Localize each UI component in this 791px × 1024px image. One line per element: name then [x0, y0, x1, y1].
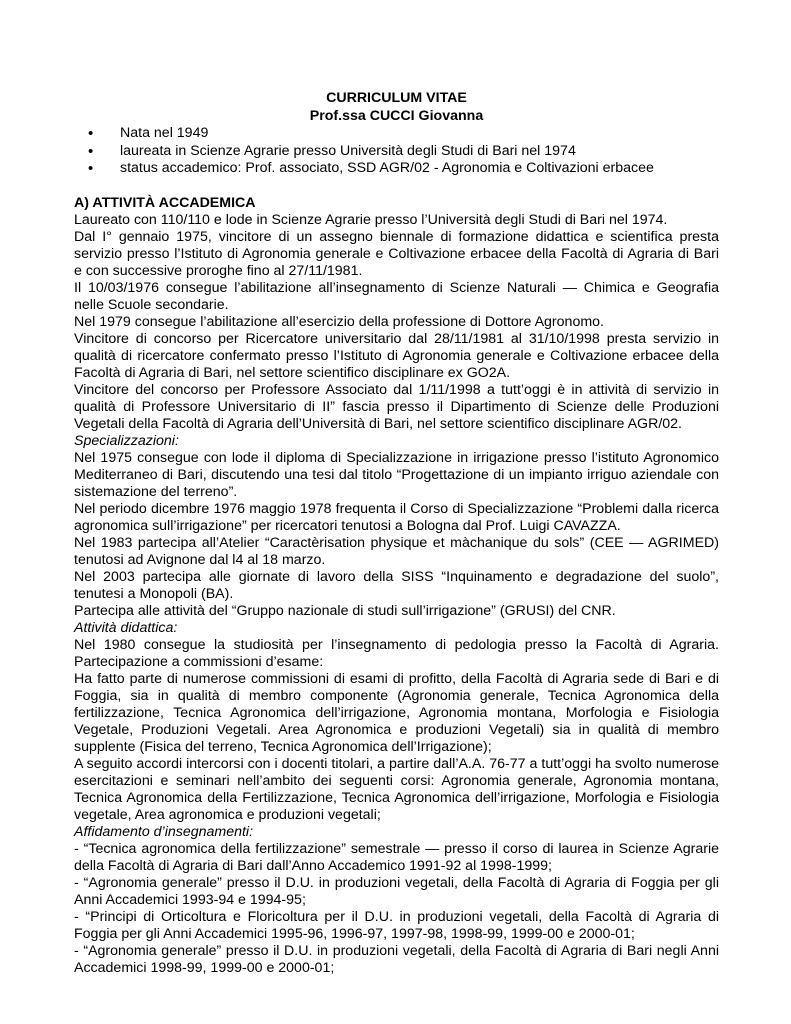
subsection-heading: Attività didattica: [74, 620, 178, 636]
body-paragraph: - “Agronomia generale” presso il D.U. in produzioni vegetali, della Facoltà di Agraria di Bari negli Anni Accademici 1998-99, 1999-00 e 2000-01; [74, 943, 719, 976]
body-paragraph: Nel 1983 partecipa all’Atelier “Caractèrisation physique et màchanique du sols” (CEE — AGRIMED) tenutosi ad Avignone dal l4 al 18 marzo. [74, 535, 719, 568]
bullet-item: • status accademico: Prof. associato, SSD AGR/02 - Agronomia e Coltivazioni erbacee [74, 160, 719, 178]
body-paragraph: - “Principi di Orticoltura e Floricoltura per il D.U. in produzioni vegetali, della Facoltà di Agraria di Foggia per gli Anni Accademici 1995-96, 1996-97, 1997-98, 1998-99, 1999-00 e 2000-01; [74, 909, 719, 942]
body-paragraph: Partecipa alle attività del “Gruppo nazionale di studi sull’irrigazione” (GRUSI) del CNR. [74, 603, 616, 619]
author-name: Prof.ssa CUCCI Giovanna [309, 107, 484, 124]
section-heading: A) ATTIVITÀ ACCADEMICA [74, 194, 256, 211]
subsection-heading: Specializzazioni: [74, 433, 179, 449]
body-paragraph: Nel 1979 consegue l’abilitazione all’esercizio della professione di Dottore Agronomo. [74, 314, 604, 330]
personal-info-list [74, 125, 719, 178]
bullet-item: • laureata in Scienze Agrarie presso Università degli Studi di Bari nel 1974 [74, 143, 719, 161]
section-body [74, 212, 719, 977]
body-paragraph: Nel 2003 partecipa alle giornate di lavoro della SISS “Inquinamento e degradazione del suolo”, tenutesi a Monopoli (BA). [74, 569, 719, 602]
body-paragraph: Il 10/03/1976 consegue l’abilitazione all’insegnamento di Scienze Naturali — Chimica e Geografia nelle Scuole secondarie. [74, 280, 719, 313]
body-paragraph: Laureato con 110/110 e lode in Scienze Agrarie presso l’Università degli Studi di Bari nel 1974. [74, 212, 668, 228]
body-paragraph: A seguito accordi intercorsi con i docenti titolari, a partire dall’A.A. 76-77 a tutt’oggi ha svolto numerose esercitazioni e seminari nell’ambito dei seguenti corsi: Agronomia generale, Agronomia montana, Tecnica Agronomica della Fertilizzazione, Tecnica Agronomica dell’irrigazione, Morfologia e Fisiologia vegetale, Area agronomica e produzioni vegetali; [74, 756, 719, 823]
document-page [74, 90, 719, 977]
body-paragraph: Nel periodo dicembre 1976 maggio 1978 frequenta il Corso di Specializzazione “Problemi dalla ricerca agronomica sull’irrigazione” per ricercatori tenutosi a Bologna dal Prof. Luigi CAVAZZA. [74, 501, 719, 534]
body-paragraph: - “Agronomia generale” presso il D.U. in produzioni vegetali, della Facoltà di Agraria di Foggia per gli Anni Accademici 1993-94 e 1994-95; [74, 875, 719, 908]
subsection-heading: Affidamento d’insegnamenti: [74, 824, 254, 840]
body-paragraph: Nel 1975 consegue con lode il diploma di Specializzazione in irrigazione presso l’istituto Agronomico Mediterraneo di Bari, discutendo una tesi dal titolo “Progettazione di un impianto irriguo aziendale con sistemazione del terreno”. [74, 450, 719, 500]
body-paragraph: Nel 1980 consegue la studiosità per l’insegnamento di pedologia presso la Facoltà di Agraria. Partecipazione a commissioni d’esame: [74, 637, 719, 670]
body-paragraph: - “Tecnica agronomica della fertilizzazione” semestrale — presso il corso di laurea in Scienze Agrarie della Facoltà di Agraria di Bari dall’Anno Accademico 1991-92 al 1998-1999; [74, 841, 719, 874]
bullet-item: • Nata nel 1949 [74, 125, 719, 143]
document-title: CURRICULUM VITAE [326, 90, 467, 106]
document-header [74, 90, 719, 125]
body-paragraph: Ha fatto parte di numerose commissioni di esami di profitto, della Facoltà di Agraria sede di Bari e di Foggia, sia in qualità di membro componente (Agronomia generale, Tecnica Agronomica della fertilizzazione, Tecnica Agronomica dell’irrigazione, Agronomia montana, Morfologia e Fisiologia Vegetale, Produzioni Vegetali. Area Agronomica e produzioni Vegetali) sia in qualità di membro supplente (Fisica del terreno, Tecnica Agronomica dell’Irrigazione); [74, 671, 719, 755]
body-paragraph: Dal I° gennaio 1975, vincitore di un assegno biennale di formazione didattica e scientifica presta servizio presso l’Istituto di Agronomia generale e Coltivazione erbacee della Facoltà di Agraria di Bari e con successive proroghe fino al 27/11/1981. [74, 229, 719, 279]
body-paragraph: Vincitore del concorso per Professore Associato dal 1/11/1998 a tutt’oggi è in attività di servizio in qualità di Professore Universitario di II” fascia presso il Dipartimento di Scienze delle Produzioni Vegetali della Facoltà di Agraria dell’Università di Bari, nel settore scientifico disciplinare AGR/02. [74, 382, 719, 432]
body-paragraph: Vincitore di concorso per Ricercatore universitario dal 28/11/1981 al 31/10/1998 presta servizio in qualità di ricercatore confermato presso l’Istituto di Agronomia generale e Coltivazione erbacee della Facoltà di Agraria di Bari, nel settore scientifico disciplinare ex GO2A. [74, 331, 719, 381]
